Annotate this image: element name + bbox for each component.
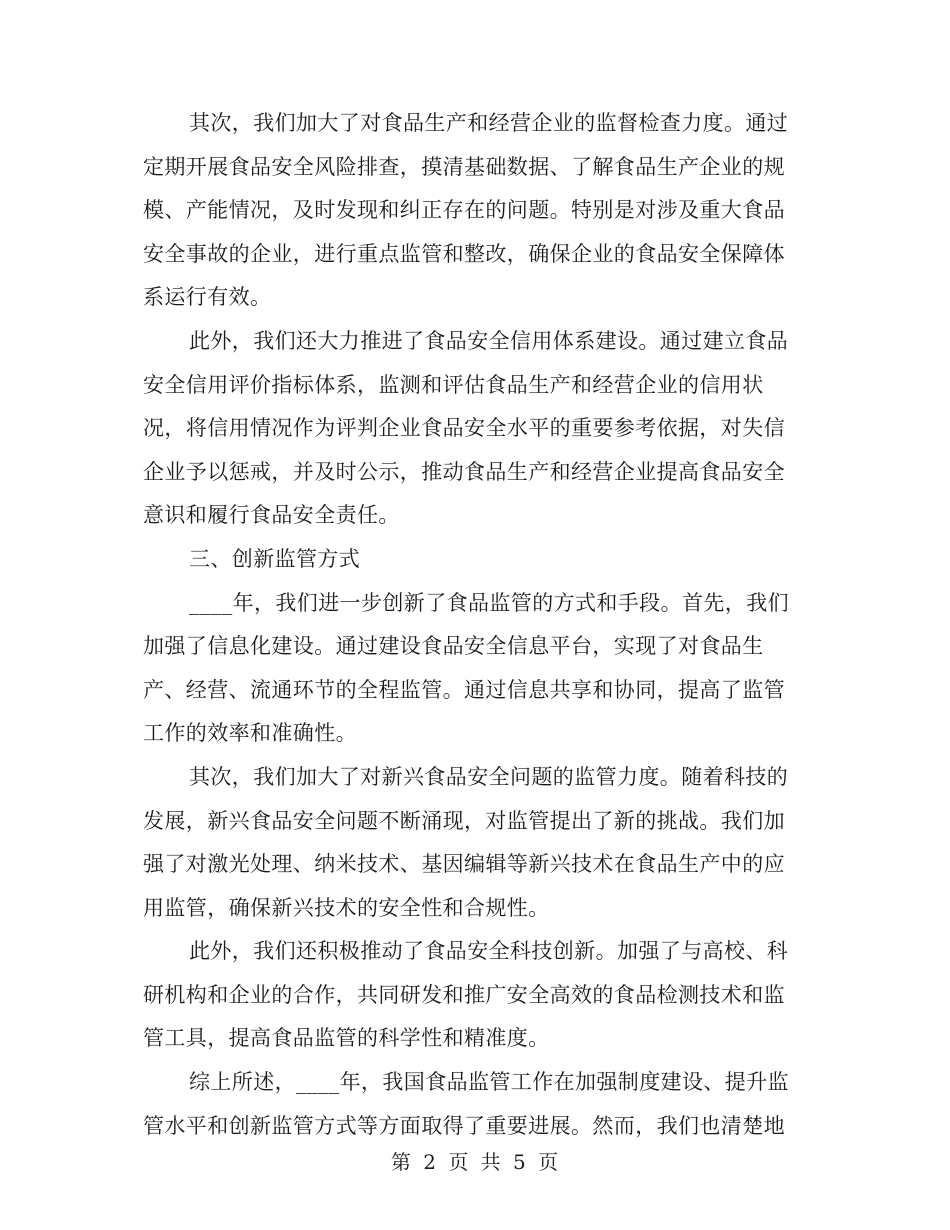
paragraph-summary: 综上所述，____年，我国食品监管工作在加强制度建设、提升监 管水平和创新监管方式等方面取得了重要进展。然而，我们也清楚地: [143, 1070, 789, 1138]
document-body: [143, 102, 803, 1148]
page-number-footer: 第 2 页 共 5 页: [390, 1150, 560, 1174]
paragraph-supervision-inspection: 其次，我们加大了对食品生产和经营企业的监督检查力度。通过 定期开展食品安全风险排查，摸清基础数据、了解食品生产企业的规 模、产能情况，及时发现和纠正存在的问题。特别是对涉及重大食品 安全事故的企业，进行重点监管和整改，确保企业的食品安全保障体 系运行有效。: [143, 111, 789, 310]
paragraph-emerging-issues: 其次，我们加大了对新兴食品安全问题的监管力度。随着科技的 发展，新兴食品安全问题不断涌现，对监管提出了新的挑战。我们加 强了对激光处理、纳米技术、基因编辑等新兴技术在食品生产中的应 用监管，确保新兴技术的安全性和合规性。: [143, 764, 789, 920]
paragraph-informatization: ____年，我们进一步创新了食品监管的方式和手段。首先，我们 加强了信息化建设。通过建设食品安全信息平台，实现了对食品生 产、经营、流通环节的全程监管。通过信息共享和协同，提高了监管 工作的效率和准确性。: [143, 590, 789, 746]
paragraph-credit-system: 此外，我们还大力推进了食品安全信用体系建设。通过建立食品 安全信用评价指标体系，监测和评估食品生产和经营企业的信用状 况，将信用情况作为评判企业食品安全水平的重要参考依据，对失信 企业予以惩戒，并及时公示，推动食品生产和经营企业提高食品安全 意识和履行食品安全责任。: [143, 328, 789, 528]
section-heading-innovation: 三、创新监管方式: [189, 546, 361, 571]
paragraph-tech-innovation: 此外，我们还积极推动了食品安全科技创新。加强了与高校、科 研机构和企业的合作，共同研发和推广安全高效的食品检测技术和监 管工具，提高食品监管的科学性和精准度。: [143, 939, 789, 1051]
